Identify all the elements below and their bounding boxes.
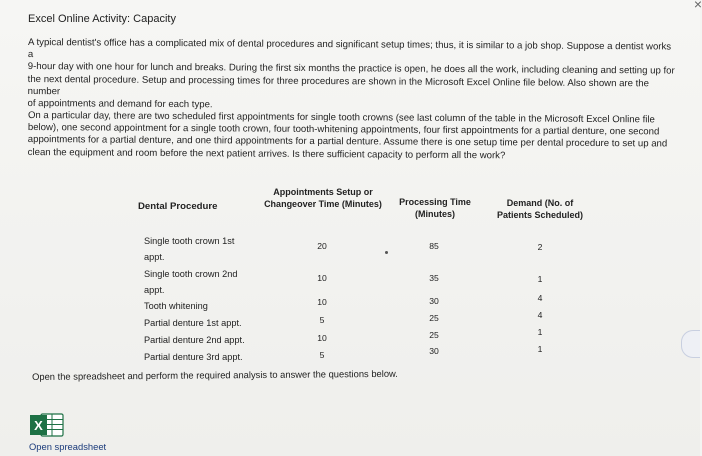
setup-value: 5 [319, 315, 325, 325]
procedure-line: appt. [144, 252, 165, 262]
procedure-name-column [144, 234, 262, 364]
intro-line-1: A typical dentist's office has a complicated mix of dental procedures and significant setup times; thus, it is similar to a job shop. Suppose a dentist works a [27, 37, 672, 61]
setup-value: 20 [317, 241, 327, 251]
demand-value: 4 [537, 293, 543, 303]
problem-line-1: On a particular day, there are two scheduled first appointments for single tooth crowns (see last column of the table in the Microsoft Excel Online file [27, 110, 655, 126]
intro-line-3: the next dental procedure. Setup and processing times for three procedures are shown in the Microsoft Excel Online file below. Also shown are the number [27, 73, 650, 98]
processing-value: 35 [429, 273, 439, 283]
excel-file-icon[interactable] [29, 411, 65, 439]
processing-value: 25 [429, 330, 439, 340]
procedure-line: Partial denture 1st appt. [144, 318, 242, 328]
demand-value: 4 [537, 310, 543, 320]
procedure-line: Partial denture 2nd appt. [144, 335, 245, 345]
intro-line-2: 9-hour day with one hour for lunch and breaks. During the first six months the practice is open, he does all the work, including cleaning and setting up for [27, 61, 675, 77]
setup-value: 10 [317, 297, 327, 307]
problem-line-2: below), one second appointment for a single tooth crown, four tooth-whitening appointments, four first appointments for a partial denture, one second [27, 122, 660, 138]
demand-value: 1 [537, 344, 543, 354]
demand-value: 1 [537, 327, 543, 337]
page-title: Excel Online Activity: Capacity [28, 13, 176, 25]
processing-value: 85 [429, 241, 439, 251]
procedure-line: Single tooth crown 1st [144, 236, 235, 246]
processing-value: 30 [429, 346, 439, 356]
header-processing-time: Processing Time (Minutes) [399, 197, 471, 219]
setup-value: 10 [317, 333, 327, 343]
setup-value: 5 [319, 350, 325, 360]
close-icon[interactable]: × [693, 0, 702, 12]
excel-icon-letter: X [34, 418, 43, 433]
cursor-dot [385, 251, 388, 254]
intro-line-4: of appointments and demand for each type. [27, 98, 213, 111]
setup-value: 10 [317, 273, 327, 283]
open-spreadsheet-link[interactable]: Open spreadsheet [29, 441, 107, 452]
excel-icon [29, 411, 65, 439]
problem-line-3: appointments for a partial denture, and one third appointments for a partial denture. Assume there is one setup time per dental procedure to set up and [27, 134, 668, 150]
processing-value: 30 [429, 296, 439, 306]
problem-line-4: clean the equipment and room before the next patient arrives. Is there sufficient capacity to perform all the work? [27, 146, 506, 161]
demand-value: 2 [537, 242, 543, 252]
procedure-line: Single tooth crown 2nd [144, 269, 238, 279]
procedure-line: Partial denture 3rd appt. [144, 352, 243, 362]
procedure-line: appt. [144, 285, 165, 295]
processing-value: 25 [429, 313, 439, 323]
instruction-text: Open the spreadsheet and perform the required analysis to answer the questions below. [32, 367, 398, 382]
header-demand: Demand (No. of Patients Scheduled) [496, 198, 584, 220]
intro-paragraph [27, 37, 677, 115]
demand-value: 1 [537, 274, 543, 284]
side-panel-handle[interactable] [681, 330, 700, 358]
problem-paragraph [28, 110, 678, 163]
procedure-line: Tooth whitening [144, 301, 208, 311]
header-dental-procedure: Dental Procedure [138, 201, 218, 212]
header-setup-time: Appointments Setup or Changeover Time (Minutes) [264, 187, 382, 209]
